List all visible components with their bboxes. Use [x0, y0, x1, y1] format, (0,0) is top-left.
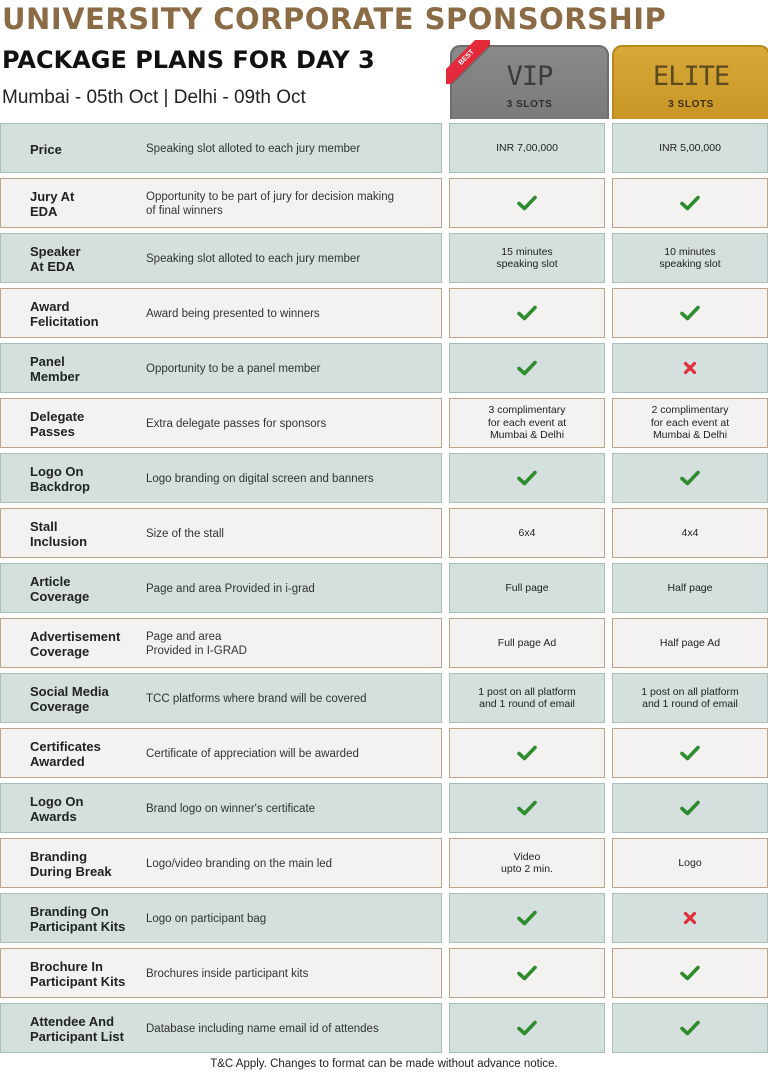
check-icon — [517, 965, 537, 981]
vip-value-text: Full page — [505, 581, 549, 594]
check-icon — [680, 195, 700, 211]
feature-name: Jury At EDA — [30, 189, 75, 219]
vip-value-cell — [449, 453, 605, 503]
feature-cell — [0, 618, 442, 668]
feature-name: Stall Inclusion — [30, 519, 88, 549]
vip-value — [450, 619, 604, 667]
page-title: UNIVERSITY CORPORATE SPONSORSHIP — [2, 2, 667, 36]
feature-cell — [0, 948, 442, 998]
vip-value-cell — [449, 838, 605, 888]
elite-value — [613, 729, 767, 777]
elite-value-cell — [612, 1003, 768, 1053]
vip-value — [450, 509, 604, 557]
feature-name: Logo On Awards — [30, 794, 84, 824]
elite-value-cell — [612, 508, 768, 558]
elite-value — [613, 344, 767, 392]
elite-value — [613, 509, 767, 557]
check-icon — [517, 360, 537, 376]
elite-value — [613, 949, 767, 997]
elite-value — [613, 894, 767, 942]
feature-cell — [0, 1003, 442, 1053]
table-row — [0, 233, 768, 285]
vip-value-cell — [449, 563, 605, 613]
comparison-table — [0, 123, 768, 1058]
vip-value-text: 6x4 — [518, 526, 536, 539]
feature-cell — [0, 233, 442, 283]
terms-note: T&C Apply. Changes to format can be made without advance notice. — [210, 1058, 558, 1070]
elite-value — [613, 454, 767, 502]
feature-name: Attendee And Participant List — [30, 1014, 124, 1044]
elite-value-cell — [612, 893, 768, 943]
elite-value — [613, 564, 767, 612]
feature-description: Logo on participant bag — [146, 913, 267, 925]
elite-value-cell — [612, 178, 768, 228]
vip-value-cell — [449, 948, 605, 998]
feature-cell — [0, 123, 442, 173]
table-row — [0, 673, 768, 725]
check-icon — [517, 800, 537, 816]
vip-value — [450, 124, 604, 172]
feature-description: Database including name email id of attendes — [146, 1023, 379, 1035]
feature-cell — [0, 453, 442, 503]
table-row — [0, 783, 768, 835]
vip-value — [450, 564, 604, 612]
table-row — [0, 838, 768, 890]
table-row — [0, 563, 768, 615]
plan-slots-vip: 3 SLOTS — [506, 99, 553, 110]
feature-name: Branding On Participant Kits — [30, 904, 126, 934]
elite-value-cell — [612, 673, 768, 723]
plan-name-elite: ELITE — [652, 61, 730, 92]
feature-name: Certificates Awarded — [30, 739, 101, 769]
elite-value-cell — [612, 398, 768, 448]
elite-value — [613, 234, 767, 282]
feature-description: Speaking slot alloted to each jury member — [146, 253, 361, 265]
elite-value-cell — [612, 948, 768, 998]
check-icon — [680, 470, 700, 486]
check-icon — [680, 965, 700, 981]
check-icon — [680, 305, 700, 321]
feature-cell — [0, 783, 442, 833]
feature-cell — [0, 728, 442, 778]
check-icon — [517, 195, 537, 211]
elite-value-cell — [612, 123, 768, 173]
elite-value — [613, 674, 767, 722]
feature-description: Award being presented to winners — [146, 308, 320, 320]
check-icon — [517, 305, 537, 321]
elite-value-cell — [612, 563, 768, 613]
elite-value — [613, 619, 767, 667]
elite-value-cell — [612, 453, 768, 503]
feature-name: Award Felicitation — [30, 299, 99, 329]
elite-value-cell — [612, 288, 768, 338]
feature-name: Panel Member — [30, 354, 80, 384]
vip-value — [450, 839, 604, 887]
feature-description: Page and area Provided in i-grad — [146, 583, 315, 595]
feature-description: Speaking slot alloted to each jury member — [146, 143, 361, 155]
vip-value-cell — [449, 893, 605, 943]
feature-name: Delegate Passes — [30, 409, 85, 439]
vip-value — [450, 784, 604, 832]
feature-description: Extra delegate passes for sponsors — [146, 418, 327, 430]
vip-value — [450, 949, 604, 997]
feature-description: Brochures inside participant kits — [146, 968, 309, 980]
elite-value-cell — [612, 728, 768, 778]
elite-value-cell — [612, 838, 768, 888]
vip-value-cell — [449, 288, 605, 338]
table-row — [0, 288, 768, 340]
vip-value-cell — [449, 343, 605, 393]
check-icon — [680, 1020, 700, 1036]
vip-value-cell — [449, 1003, 605, 1053]
feature-cell — [0, 398, 442, 448]
vip-value — [450, 179, 604, 227]
vip-value — [450, 399, 604, 447]
elite-value-text: Half page — [667, 581, 713, 594]
vip-value-text: Video upto 2 min. — [501, 850, 553, 875]
feature-name: Logo On Backdrop — [30, 464, 90, 494]
elite-value — [613, 179, 767, 227]
elite-value — [613, 289, 767, 337]
feature-cell — [0, 563, 442, 613]
table-row — [0, 343, 768, 395]
elite-value-cell — [612, 783, 768, 833]
elite-value-text: Half page Ad — [659, 636, 721, 649]
feature-cell — [0, 893, 442, 943]
feature-name: Advertisement Coverage — [30, 629, 121, 659]
table-row — [0, 398, 768, 450]
feature-description: Opportunity to be part of jury for decision making of final winners — [146, 191, 395, 217]
feature-name: Speaker At EDA — [30, 244, 81, 274]
elite-value-text: 1 post on all platform and 1 round of email — [641, 685, 739, 710]
plan-slots-elite: 3 SLOTS — [668, 99, 714, 110]
vip-value — [450, 234, 604, 282]
check-icon — [517, 910, 537, 926]
vip-value-cell — [449, 673, 605, 723]
elite-value-cell — [612, 233, 768, 283]
vip-value-cell — [449, 123, 605, 173]
feature-cell — [0, 178, 442, 228]
cross-icon — [683, 361, 697, 375]
feature-cell — [0, 838, 442, 888]
plan-name-vip: VIP — [506, 61, 553, 92]
feature-cell — [0, 508, 442, 558]
elite-value — [613, 124, 767, 172]
elite-value-text: Logo — [678, 856, 702, 869]
best-ribbon — [446, 40, 490, 84]
table-row — [0, 453, 768, 505]
vip-value-cell — [449, 178, 605, 228]
elite-value-text: 2 complimentary for each event at Mumbai & Delhi — [650, 404, 730, 442]
feature-name: Branding During Break — [30, 849, 112, 879]
feature-cell — [0, 673, 442, 723]
check-icon — [680, 745, 700, 761]
feature-description: Logo/video branding on the main led — [146, 858, 333, 870]
vip-value-cell — [449, 728, 605, 778]
vip-value — [450, 454, 604, 502]
vip-value-text: 1 post on all platform and 1 round of email — [478, 685, 576, 710]
elite-value-text: INR 5,00,000 — [659, 141, 721, 154]
elite-value — [613, 839, 767, 887]
vip-value-cell — [449, 233, 605, 283]
table-row — [0, 508, 768, 560]
check-icon — [517, 470, 537, 486]
vip-value-text: 15 minutes speaking slot — [496, 245, 558, 270]
page-subtitle: PACKAGE PLANS FOR DAY 3 — [2, 46, 375, 74]
feature-description: TCC platforms where brand will be covered — [146, 693, 367, 705]
check-icon — [517, 1020, 537, 1036]
elite-value — [613, 784, 767, 832]
vip-value-cell — [449, 398, 605, 448]
elite-value-cell — [612, 618, 768, 668]
elite-value — [613, 399, 767, 447]
table-row — [0, 123, 768, 175]
table-row — [0, 893, 768, 945]
vip-value — [450, 729, 604, 777]
vip-value-text: Full page Ad — [497, 636, 557, 649]
feature-cell — [0, 343, 442, 393]
vip-value — [450, 289, 604, 337]
feature-description: Size of the stall — [146, 528, 224, 540]
feature-name: Brochure In Participant Kits — [30, 959, 126, 989]
feature-name: Article Coverage — [30, 574, 90, 604]
elite-value-text: 10 minutes speaking slot — [659, 245, 721, 270]
feature-description: Brand logo on winner's certificate — [146, 803, 316, 815]
vip-value-cell — [449, 783, 605, 833]
feature-name: Social Media Coverage — [30, 684, 109, 714]
feature-description: Certificate of appreciation will be awarded — [146, 748, 359, 760]
vip-value-cell — [449, 508, 605, 558]
check-icon — [517, 745, 537, 761]
feature-description: Opportunity to be a panel member — [146, 363, 321, 375]
feature-description: Page and area Provided in I-GRAD — [146, 631, 247, 657]
table-row — [0, 178, 768, 230]
cross-icon — [683, 911, 697, 925]
vip-value — [450, 894, 604, 942]
table-row — [0, 1003, 768, 1055]
best-badge: BEST — [446, 40, 490, 84]
feature-description: Logo branding on digital screen and banners — [146, 473, 374, 485]
elite-value-cell — [612, 343, 768, 393]
vip-value-text: INR 7,00,000 — [496, 141, 558, 154]
feature-name: Price — [30, 141, 62, 157]
table-row — [0, 728, 768, 780]
vip-value — [450, 344, 604, 392]
table-row — [0, 948, 768, 1000]
vip-value-text: 3 complimentary for each event at Mumbai & Delhi — [487, 404, 567, 442]
feature-cell — [0, 288, 442, 338]
plan-header-elite — [612, 45, 768, 119]
table-row — [0, 618, 768, 670]
vip-value — [450, 674, 604, 722]
check-icon — [680, 800, 700, 816]
vip-value-cell — [449, 618, 605, 668]
vip-value — [450, 1004, 604, 1052]
event-dates: Mumbai - 05th Oct | Delhi - 09th Oct — [2, 87, 306, 108]
elite-value — [613, 1004, 767, 1052]
elite-value-text: 4x4 — [681, 526, 699, 539]
